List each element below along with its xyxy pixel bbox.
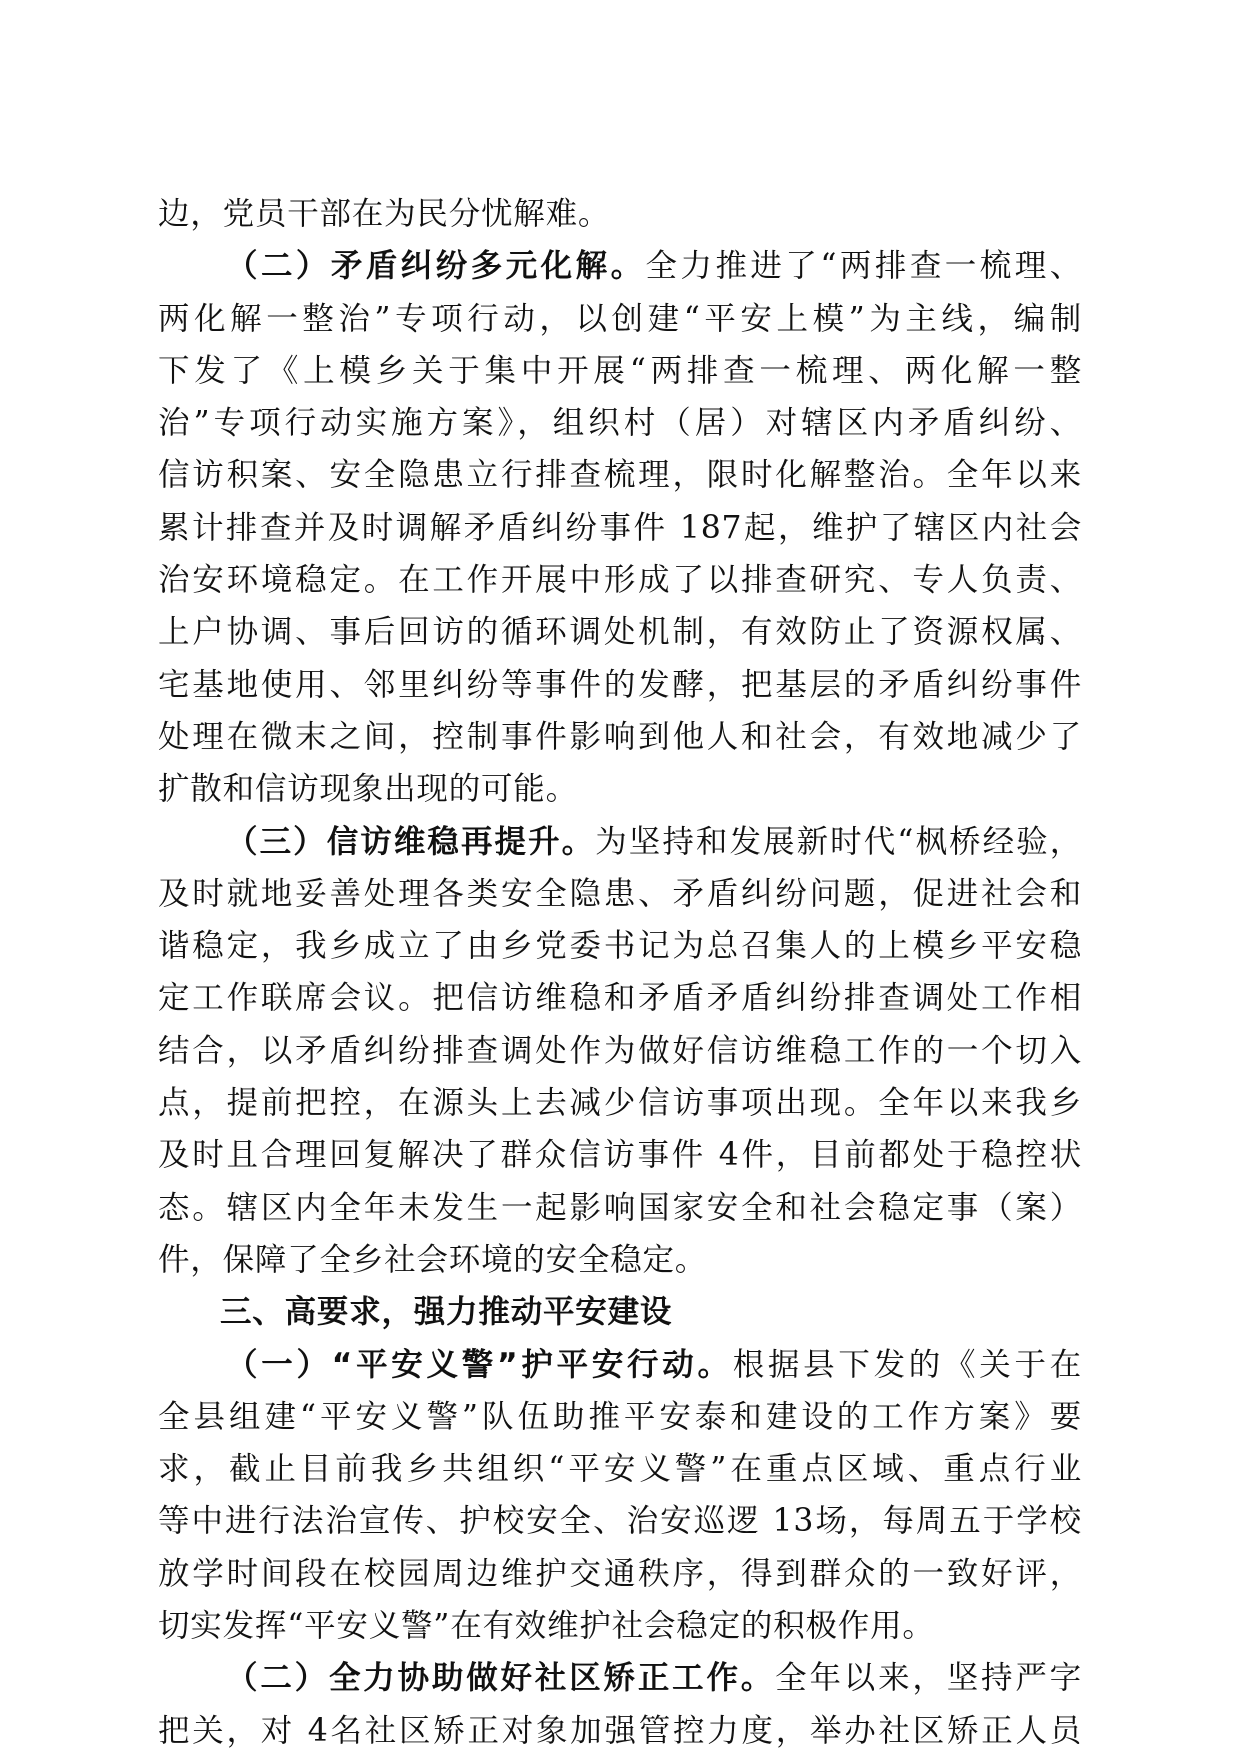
text-run: 全力推进了“两排查一梳理、 (645, 248, 1082, 285)
text-line: 宅基地使用、邻里纠纷等事件的发酵，把基层的矛盾纠纷事件 (158, 666, 1082, 703)
text-line: 切实发挥“平安义警”在有效维护社会稳定的积极作用。 (158, 1608, 935, 1645)
section-heading: 三、高要求，强力推动平安建设 (220, 1294, 673, 1331)
text-line: 求，截止目前我乡共组织“平安义警”在重点区域、重点行业 (158, 1451, 1082, 1488)
paragraph-first-line (158, 240, 1082, 292)
text-line: 及时且合理回复解决了群众信访事件 4件，目前都处于稳控状 (158, 1137, 1082, 1174)
text-line: 两化解一整治”专项行动，以创建“平安上模”为主线，编制 (158, 300, 1082, 337)
text-line: 全县组建“平安义警”队伍助推平安泰和建设的工作方案》要 (158, 1398, 1082, 1435)
paragraph-first-line (158, 1652, 1082, 1704)
text-line: 上户协调、事后回访的循环调处机制，有效防止了资源权属、 (158, 614, 1082, 651)
text-line: 累计排查并及时调解矛盾纠纷事件 187起，维护了辖区内社会 (158, 509, 1082, 546)
text-run: 根据县下发的《关于在 (732, 1346, 1082, 1383)
paragraph-title: （二）矛盾纠纷多元化解。 (226, 248, 646, 285)
text-line: 把关，对 4名社区矫正对象加强管控力度，举办社区矫正人员 (158, 1712, 1082, 1749)
paragraph-title: （二）全力协助做好社区矫正工作。 (226, 1660, 776, 1697)
text-line: 点，提前把控，在源头上去减少信访事项出现。全年以来我乡 (158, 1085, 1082, 1122)
text-line: 治安环境稳定。在工作开展中形成了以排查研究、专人负责、 (158, 562, 1082, 599)
text-line: 信访积案、安全隐患立行排查梳理，限时化解整治。全年以来 (158, 457, 1082, 494)
paragraph-title: （三）信访维稳再提升。 (226, 823, 596, 860)
text-line: 处理在微末之间，控制事件影响到他人和社会，有效地减少了 (158, 718, 1082, 755)
text-line: 及时就地妥善处理各类安全隐患、矛盾纠纷问题，促进社会和 (158, 875, 1082, 912)
paragraph-first-line (158, 1339, 1082, 1391)
text-line: 等中进行法治宣传、护校安全、治安巡逻 13场，每周五于学校 (158, 1503, 1082, 1540)
paragraph-title: （一）“平安义警”护平安行动。 (226, 1346, 733, 1383)
text-line: 态。辖区内全年未发生一起影响国家安全和社会稳定事（案） (158, 1189, 1082, 1226)
document-body (158, 188, 1082, 1757)
text-line: 治”专项行动实施方案》，组织村（居）对辖区内矛盾纠纷、 (158, 405, 1082, 442)
text-line: 定工作联席会议。把信访维稳和矛盾矛盾纠纷排查调处工作相 (158, 980, 1082, 1017)
text-line: 放学时间段在校园周边维护交通秩序，得到群众的一致好评， (158, 1555, 1082, 1592)
text-run: 为坚持和发展新时代“枫桥经验， (595, 823, 1082, 860)
text-line: 扩散和信访现象出现的可能。 (158, 771, 578, 808)
paragraph-first-line (158, 816, 1082, 868)
text-line: 件，保障了全乡社会环境的安全稳定。 (158, 1241, 708, 1278)
text-run: 全年以来，坚持严字 (775, 1660, 1082, 1697)
text-line: 边，党员干部在为民分忧解难。 (158, 196, 611, 232)
text-line: 下发了《上模乡关于集中开展“两排查一梳理、两化解一整 (158, 352, 1082, 389)
text-line: 谐稳定，我乡成立了由乡党委书记为总召集人的上模乡平安稳 (158, 928, 1082, 965)
text-line: 结合，以矛盾纠纷排查调处作为做好信访维稳工作的一个切入 (158, 1032, 1082, 1069)
